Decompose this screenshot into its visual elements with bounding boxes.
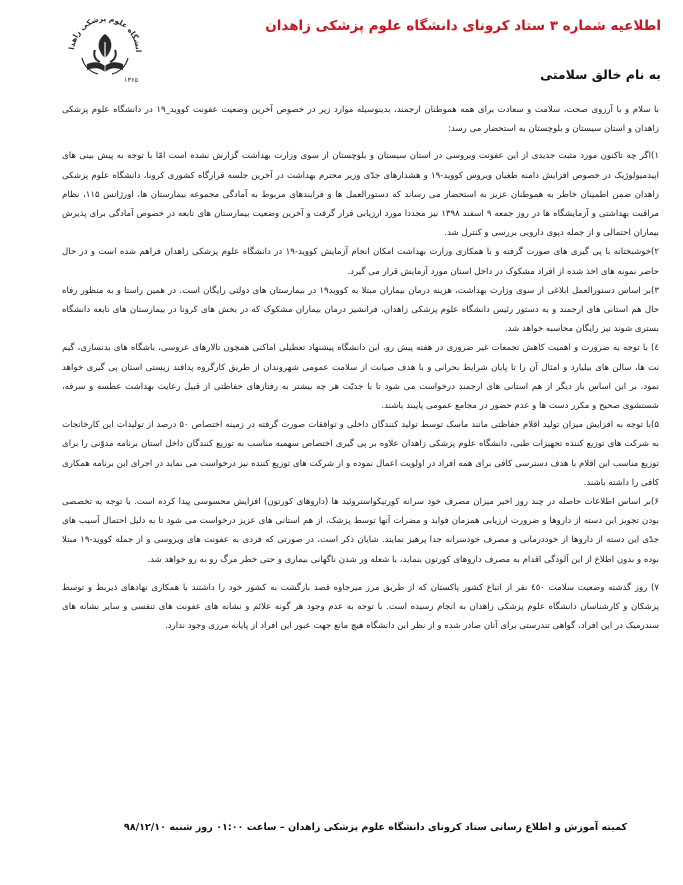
university-logo xyxy=(62,12,148,86)
item-paragraph-5: ۵)با توجه به افزایش میزان تولید اقلام حفاظتی مانند ماسک توسط تولید کنندگان داخلی و توافقات صورت گرفته در زمینه اختصاص ۵۰ درصد از تولیدات این کارخانجات به شرکت های توزیع کننده تجهیزات طبی، دانشگاه علوم پزشکی زاهدان علاوه بر پی گیری اختصاص سهمیه مناسب به توزیع کنندگان داخل استان برنامه مدوّنی را برای توزیع مناسب این اقلام با هدف دسترسی کافی برای همه افراد در اولویت اعمال نموده و از شرکت های توزیع کننده نیز درخواست می نماید در اجرای این برنامه همکاری کافی را داشته باشند. xyxy=(62,420,659,488)
item-paragraph-2: ۲)خوشبختانه با پی گیری های صورت گرفته و با همکاری وزارت بهداشت امکان انجام آزمایش کووید-۱۹ در دانشگاه علوم پزشکی زاهدان فراهم شده است و در حال حاضر نمونه های اخذ شده از افراد مشکوک در داخل استان مورد آزمایش قرار می گیرد. xyxy=(62,247,660,277)
svg-text:دانشگاه علوم پزشکی زاهدان: انشگاه علوم پزشکی زاهدا xyxy=(67,14,144,53)
footer-signature: کمیته آموزش و اطلاع رسانی ستاد کرونای دانشگاه علوم پزشکی زاهدان – ساعت ۰۱:۰۰ روز شنبه ۹۸/۱۲/۱۰ xyxy=(123,822,628,833)
item-paragraph-3: ۳)بر اساس دستورالعمل ابلاغی از سوی وزارت بهداشت، هزینه درمان بیماران مبتلا به کووید۱۹ در بیمارستان های دولتی رایگان است. در همین راستا و به منظور رفاه حال هم استانی های ارجمند و به دستور رئیس دانشگاه علوم پزشکی زاهدان، فرانشیز درمان بیماران مشکوک که در بخش های کرونا در بیمارستان های تابعه دانشگاه بستری شوند نیز رایگان محاسبه خواهد شد. xyxy=(62,285,660,335)
item-paragraph-1: ۱)اگر چه تاکنون مورد مثبت جدیدی از این عفونت ویروسی در استان سیستان و بلوچستان از سوی وزارت بهداشت گزارش نشده است امّا با توجه به پیش بینی های اپیدمیولوژیک در خصوص افزایش دامنه طغیان ویروس کووید-۱۹ و هشدارهای جدّی وزیر محترم بهداشت در آخرین جلسه قرارگاه کشوری کرونا، دانشگاه علوم پزشکی زاهدان ضمن اطمینان خاطر به هموطنان عزیز به استحضار می رساند که دستورالعمل ها و فرایندهای مربوط به آمادگی مجموعه بیمارستان ها، اورژانس ۱۱۵، نظام مراقبت بهداشتی و آزمایشگاه ها در روز جمعه ۹ اسفند ۱۳۹۸ نیز مجددا مورد ارزیابی قرار گرفت و آخرین وضعیت بیمارستان های تابعه در خصوص آمادگی برای پذیرش بیماران احتمالی و از جمله دپوی دارویی بررسی و کنترل شد. xyxy=(62,151,659,239)
item-paragraph-4: ٤) با توجه به ضرورت و اهمیت کاهش تجمعات غیر ضروری در هفته پیش رو، این دانشگاه پیشنهاد تعطیلی اماکنی همچون تالارهای عروسی، باشگاه های بدنسازی، گیم نت ها، سالن های بیلیارد و امثال آن را تا پایان شرایط بحرانی و با هدف صیانت از سلامت عمومی شهروندان از طریق کارگروه پدافند زیستی استان پی گیری خواهد نمود. بر این اساس بار دیگر از هم استانی های ارجمند درخواست می شود تا با جدیّت هر چه بیشتر به رفتارهای حفاظتی از قبیل رعایت بهداشت عطسه و سرفه، شستشوی صحیح و مکرر دست ها و عدم حضور در مجامع عمومی پایبند باشند. xyxy=(62,343,659,412)
svg-text:۱۳۶۵: ۱۳۶۵ xyxy=(124,76,138,84)
item-paragraph-7: ۷) روز گذشته وضعیت سلامت ٤٥٠ نفر از اتباع کشور پاکستان که از طریق مرز میرجاوه قصد بازگشت به کشور خود را داشتند با همکاری نهادهای ذیربط و توسط پزشکان و کارشناسان دانشگاه علوم پزشکی زاهدان به انجام رسیده است. با توجه به عدم وجود هر گونه علائم و نشانه های عفونت های تنفسی و سایر نشانه های سندرمیک در این افراد، گواهی تندرستی برای آنان صادر شده و از نظر این دانشگاه هیچ مانع جهت عبور این افراد از پایانه مرزی وجود ندارد. xyxy=(62,582,659,632)
university-seal-icon xyxy=(62,12,148,86)
announcement-subtitle: به نام خالق سلامتی xyxy=(540,67,661,82)
intro-paragraph: با سلام و با آرزوی صحت، سلامت و سعادت برای همه هموطنان ارجمند، بدینوسیله موارد زیر در خصوص آخرین وضعیت عفونت کووید_۱۹ در دانشگاه علوم پزشکی زاهدان و استان سیستان و بلوچستان به استحضار می رسد: xyxy=(62,105,659,135)
announcement-body xyxy=(62,101,659,636)
announcement-title: اطلاعیه شماره ۳ ستاد کرونای دانشگاه علوم پزشکی زاهدان xyxy=(265,18,661,34)
item-paragraph-6: ۶)بر اساس اطلاعات حاصله در چند روز اخیر میزان مصرف خود سرانه کورتیکواستروئید ها (داروهای کورتون) افزایش محسوسی پیدا کرده است. با توجه به تخصصی بودن تجویز این دسته از داروها و ضرورت ارزیابی همزمان فواید و مضرات آنها توسط پزشک، از هم استانی های عزیز درخواست می شود تا به دلیل احتمال آسیب های جدّی این دسته از داروها از خوددرمانی و مصرف خودسرانه جدا پرهیز نمایند. شایان ذکر است، در صورتی که فردی به عفونت های ویروسی و از جمله کووید-۱۹ مبتلا بوده و بدون اطلاع از این آلودگی اقدام به مصرف داروهای کورتون بنماید، با شعله ور شدن ناگهانی بیماری و حتی خطر مرگ رو به رو خواهد شد. xyxy=(62,497,659,565)
